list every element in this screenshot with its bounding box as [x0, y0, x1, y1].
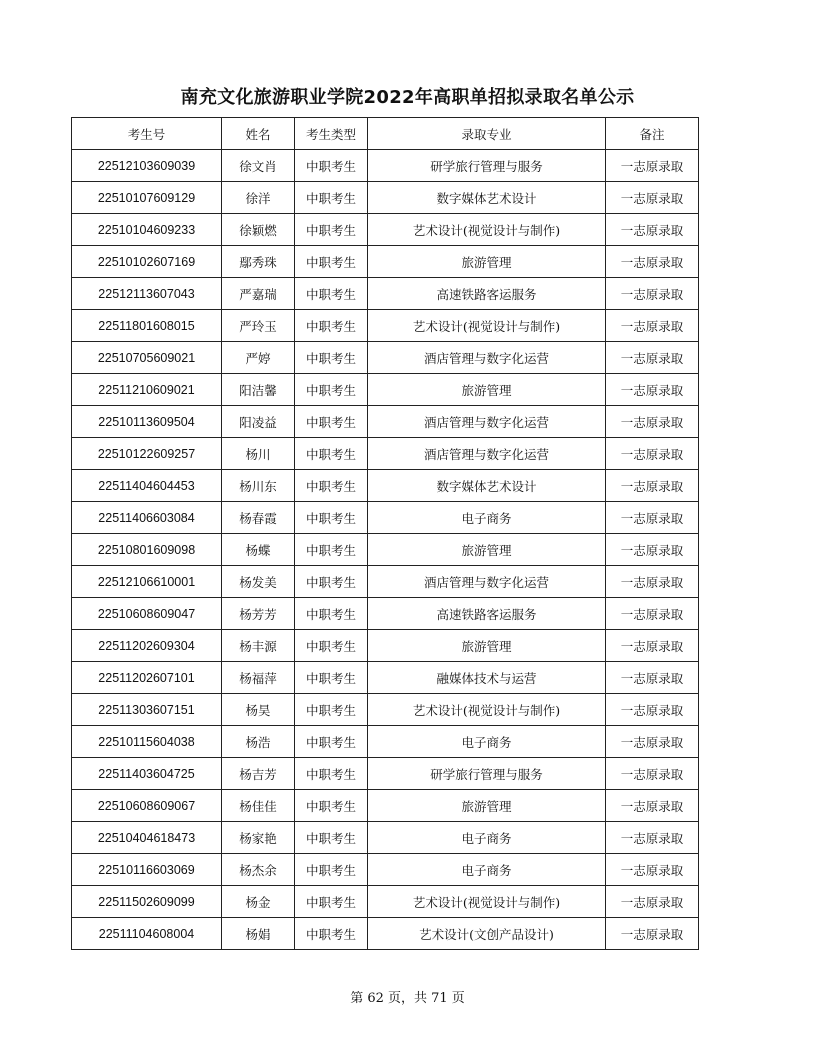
remark-cell: 一志原录取 — [606, 406, 699, 438]
candidate-type-cell: 中职考生 — [295, 566, 368, 598]
name-cell: 杨川东 — [222, 470, 295, 502]
exam-number-cell: 22511303607151 — [72, 694, 222, 726]
exam-number-cell: 22512106610001 — [72, 566, 222, 598]
exam-number-cell: 22510115604038 — [72, 726, 222, 758]
major-cell: 高速铁路客运服务 — [368, 278, 606, 310]
name-cell: 杨家艳 — [222, 822, 295, 854]
major-cell: 旅游管理 — [368, 630, 606, 662]
table-row — [72, 822, 699, 854]
remark-cell: 一志原录取 — [606, 182, 699, 214]
major-cell: 艺术设计(视觉设计与制作) — [368, 214, 606, 246]
candidate-type-cell: 中职考生 — [295, 374, 368, 406]
table-row — [72, 630, 699, 662]
exam-number-cell: 22512113607043 — [72, 278, 222, 310]
table-row — [72, 598, 699, 630]
name-cell: 杨吉芳 — [222, 758, 295, 790]
table-row — [72, 758, 699, 790]
remark-cell: 一志原录取 — [606, 278, 699, 310]
major-cell: 酒店管理与数字化运营 — [368, 566, 606, 598]
name-cell: 鄢秀珠 — [222, 246, 295, 278]
remark-cell: 一志原录取 — [606, 374, 699, 406]
name-cell: 杨春霞 — [222, 502, 295, 534]
name-cell: 杨芳芳 — [222, 598, 295, 630]
major-cell: 旅游管理 — [368, 374, 606, 406]
name-cell: 杨昊 — [222, 694, 295, 726]
table-body — [72, 150, 699, 950]
major-cell: 高速铁路客运服务 — [368, 598, 606, 630]
table-row — [72, 438, 699, 470]
candidate-type-cell: 中职考生 — [295, 246, 368, 278]
name-cell: 杨丰源 — [222, 630, 295, 662]
header-name: 姓名 — [222, 118, 295, 150]
table-row — [72, 182, 699, 214]
page-footer: 第 62 页，共 71 页 — [350, 991, 465, 1006]
name-cell: 杨发美 — [222, 566, 295, 598]
name-cell: 杨娟 — [222, 918, 295, 950]
exam-number-cell: 22510113609504 — [72, 406, 222, 438]
name-cell: 严婷 — [222, 342, 295, 374]
candidate-type-cell: 中职考生 — [295, 758, 368, 790]
table-header-row — [72, 118, 699, 150]
major-cell: 酒店管理与数字化运营 — [368, 406, 606, 438]
table-row — [72, 854, 699, 886]
exam-number-cell: 22510404618473 — [72, 822, 222, 854]
remark-cell: 一志原录取 — [606, 662, 699, 694]
major-cell: 艺术设计(视觉设计与制作) — [368, 310, 606, 342]
candidate-type-cell: 中职考生 — [295, 822, 368, 854]
remark-cell: 一志原录取 — [606, 342, 699, 374]
exam-number-cell: 22510705609021 — [72, 342, 222, 374]
candidate-type-cell: 中职考生 — [295, 438, 368, 470]
remark-cell: 一志原录取 — [606, 246, 699, 278]
remark-cell: 一志原录取 — [606, 758, 699, 790]
exam-number-cell: 22510608609047 — [72, 598, 222, 630]
exam-number-cell: 22511202607101 — [72, 662, 222, 694]
exam-number-cell: 22510801609098 — [72, 534, 222, 566]
candidate-type-cell: 中职考生 — [295, 662, 368, 694]
candidate-type-cell: 中职考生 — [295, 918, 368, 950]
remark-cell: 一志原录取 — [606, 598, 699, 630]
exam-number-cell: 22510107609129 — [72, 182, 222, 214]
page-title: 南充文化旅游职业学院2022年高职单招拟录取名单公示 — [180, 87, 635, 108]
exam-number-cell: 22511404604453 — [72, 470, 222, 502]
name-cell: 杨浩 — [222, 726, 295, 758]
remark-cell: 一志原录取 — [606, 214, 699, 246]
table-row — [72, 886, 699, 918]
exam-number-cell: 22511403604725 — [72, 758, 222, 790]
candidate-type-cell: 中职考生 — [295, 726, 368, 758]
remark-cell: 一志原录取 — [606, 854, 699, 886]
table-row — [72, 278, 699, 310]
major-cell: 研学旅行管理与服务 — [368, 150, 606, 182]
name-cell: 杨川 — [222, 438, 295, 470]
table-row — [72, 310, 699, 342]
candidate-type-cell: 中职考生 — [295, 534, 368, 566]
candidate-type-cell: 中职考生 — [295, 598, 368, 630]
major-cell: 电子商务 — [368, 726, 606, 758]
remark-cell: 一志原录取 — [606, 534, 699, 566]
exam-number-cell: 22511406603084 — [72, 502, 222, 534]
candidate-type-cell: 中职考生 — [295, 470, 368, 502]
table-row — [72, 246, 699, 278]
remark-cell: 一志原录取 — [606, 630, 699, 662]
remark-cell: 一志原录取 — [606, 694, 699, 726]
candidate-type-cell: 中职考生 — [295, 182, 368, 214]
major-cell: 融媒体技术与运营 — [368, 662, 606, 694]
major-cell: 艺术设计(文创产品设计) — [368, 918, 606, 950]
exam-number-cell: 22511210609021 — [72, 374, 222, 406]
remark-cell: 一志原录取 — [606, 470, 699, 502]
remark-cell: 一志原录取 — [606, 790, 699, 822]
major-cell: 数字媒体艺术设计 — [368, 470, 606, 502]
header-candidate-type: 考生类型 — [295, 118, 368, 150]
name-cell: 徐洋 — [222, 182, 295, 214]
name-cell: 杨佳佳 — [222, 790, 295, 822]
name-cell: 杨蝶 — [222, 534, 295, 566]
table-row — [72, 566, 699, 598]
candidate-type-cell: 中职考生 — [295, 150, 368, 182]
major-cell: 研学旅行管理与服务 — [368, 758, 606, 790]
remark-cell: 一志原录取 — [606, 822, 699, 854]
candidate-type-cell: 中职考生 — [295, 406, 368, 438]
major-cell: 电子商务 — [368, 854, 606, 886]
candidate-type-cell: 中职考生 — [295, 502, 368, 534]
candidate-type-cell: 中职考生 — [295, 694, 368, 726]
name-cell: 杨金 — [222, 886, 295, 918]
remark-cell: 一志原录取 — [606, 726, 699, 758]
candidate-type-cell: 中职考生 — [295, 630, 368, 662]
table-row — [72, 918, 699, 950]
exam-number-cell: 22510102607169 — [72, 246, 222, 278]
table-row — [72, 150, 699, 182]
major-cell: 旅游管理 — [368, 534, 606, 566]
major-cell: 旅游管理 — [368, 246, 606, 278]
major-cell: 旅游管理 — [368, 790, 606, 822]
exam-number-cell: 22511502609099 — [72, 886, 222, 918]
table-row — [72, 342, 699, 374]
table-row — [72, 726, 699, 758]
name-cell: 杨福萍 — [222, 662, 295, 694]
major-cell: 电子商务 — [368, 502, 606, 534]
table-row — [72, 374, 699, 406]
exam-number-cell: 22511104608004 — [72, 918, 222, 950]
candidate-type-cell: 中职考生 — [295, 278, 368, 310]
major-cell: 艺术设计(视觉设计与制作) — [368, 886, 606, 918]
exam-number-cell: 22511801608015 — [72, 310, 222, 342]
name-cell: 阳洁馨 — [222, 374, 295, 406]
table-row — [72, 406, 699, 438]
admission-table — [71, 117, 699, 950]
table-row — [72, 790, 699, 822]
remark-cell: 一志原录取 — [606, 502, 699, 534]
remark-cell: 一志原录取 — [606, 438, 699, 470]
header-major: 录取专业 — [368, 118, 606, 150]
name-cell: 严玲玉 — [222, 310, 295, 342]
table-row — [72, 214, 699, 246]
remark-cell: 一志原录取 — [606, 918, 699, 950]
remark-cell: 一志原录取 — [606, 310, 699, 342]
table-row — [72, 470, 699, 502]
table-row — [72, 502, 699, 534]
exam-number-cell: 22510608609067 — [72, 790, 222, 822]
name-cell: 阳凌益 — [222, 406, 295, 438]
remark-cell: 一志原录取 — [606, 150, 699, 182]
candidate-type-cell: 中职考生 — [295, 342, 368, 374]
exam-number-cell: 22512103609039 — [72, 150, 222, 182]
major-cell: 酒店管理与数字化运营 — [368, 438, 606, 470]
exam-number-cell: 22510122609257 — [72, 438, 222, 470]
candidate-type-cell: 中职考生 — [295, 854, 368, 886]
table-row — [72, 694, 699, 726]
name-cell: 徐颖燃 — [222, 214, 295, 246]
name-cell: 徐文肖 — [222, 150, 295, 182]
major-cell: 数字媒体艺术设计 — [368, 182, 606, 214]
header-remark: 备注 — [606, 118, 699, 150]
remark-cell: 一志原录取 — [606, 886, 699, 918]
exam-number-cell: 22510116603069 — [72, 854, 222, 886]
header-exam-number: 考生号 — [72, 118, 222, 150]
major-cell: 电子商务 — [368, 822, 606, 854]
candidate-type-cell: 中职考生 — [295, 886, 368, 918]
table-row — [72, 662, 699, 694]
name-cell: 杨杰余 — [222, 854, 295, 886]
major-cell: 酒店管理与数字化运营 — [368, 342, 606, 374]
remark-cell: 一志原录取 — [606, 566, 699, 598]
major-cell: 艺术设计(视觉设计与制作) — [368, 694, 606, 726]
candidate-type-cell: 中职考生 — [295, 310, 368, 342]
exam-number-cell: 22510104609233 — [72, 214, 222, 246]
exam-number-cell: 22511202609304 — [72, 630, 222, 662]
name-cell: 严嘉瑞 — [222, 278, 295, 310]
candidate-type-cell: 中职考生 — [295, 790, 368, 822]
candidate-type-cell: 中职考生 — [295, 214, 368, 246]
table-row — [72, 534, 699, 566]
